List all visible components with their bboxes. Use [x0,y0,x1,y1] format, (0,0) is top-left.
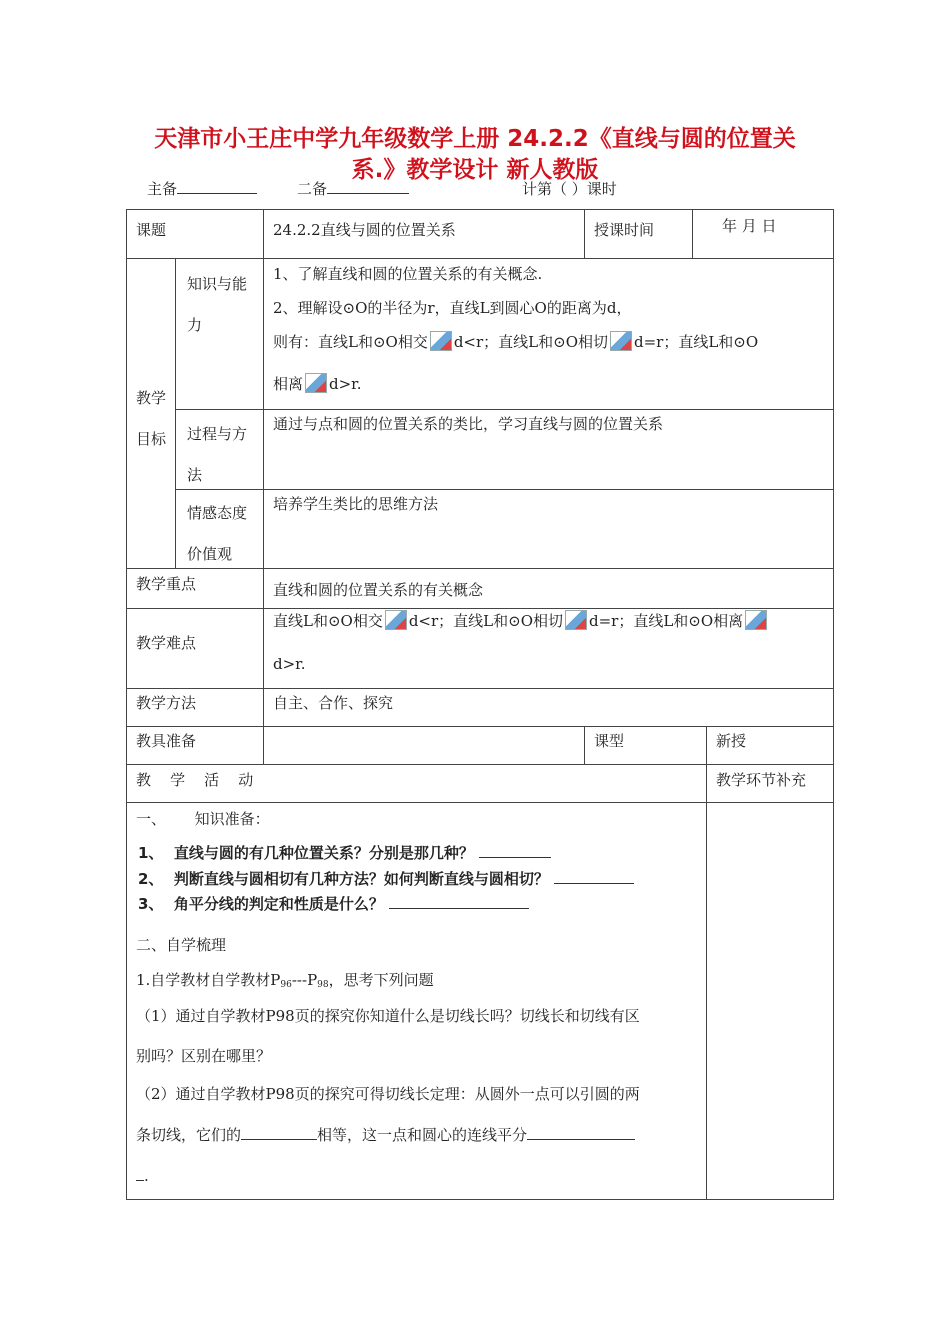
section-self-study: 二、自学梳理 [136,936,227,954]
self-study-question-1a: （1）通过自学教材P98页的探究你知道什么是切线长吗？切线长和切线有区 [136,1007,640,1025]
activity-header: 教 学 活 动 [136,771,254,789]
time-label: 授课时间 [594,221,655,239]
topic-value: 24.2.2直线与圆的位置关系 [273,221,456,239]
goal-knowledge-label: 知识与能力 [187,275,248,334]
difficulty-label: 教学难点 [136,634,197,652]
question-2: 2、 判断直线与圆相切有几种方法？如何判断直线与圆相切？ [138,869,634,889]
formula-image-icon [385,610,407,630]
meta-zhubei: 主备 [147,178,257,199]
formula-image-icon [305,373,327,393]
self-study-question-2c: . [136,1166,149,1186]
title-line-2: 系.》教学设计 新人教版 [351,157,599,183]
section-knowledge-prep: 一、 知识准备： [136,810,270,828]
time-value: 年 月 日 [722,217,777,235]
title-line-1: 天津市小王庄中学九年级数学上册 24.2.2《直线与圆的位置关 [154,126,796,152]
topic-label: 课题 [136,221,167,239]
goal-process-value: 通过与点和圆的位置关系的类比，学习直线与圆的位置关系 [273,415,664,433]
goal-process-label: 过程与方法 [187,425,248,484]
meta-erbei: 二备 [297,178,409,199]
document-title [120,124,830,186]
formula-image-icon [745,610,767,630]
goal-knowledge-line-1: 1、了解直线和圆的位置关系的有关概念. [273,265,543,283]
goal-knowledge-line-3: 则有：直线L和⊙O相交 d<r；直线L和⊙O相切 d=r；直线L和⊙O [273,333,759,351]
tools-label: 教具准备 [136,732,197,750]
goals-label: 教学目标 [136,389,167,448]
goal-emotion-label: 情感态度价值观 [187,504,248,563]
difficulty-line-1: 直线L和⊙O相交 d<r；直线L和⊙O相切 d=r；直线L和⊙O相离 [273,610,769,631]
type-value: 新授 [716,732,747,750]
supplement-header: 教学环节补充 [716,771,807,789]
question-3: 3、 角平分线的判定和性质是什么？ [138,894,529,914]
key-value: 直线和圆的位置关系的有关概念 [273,581,484,599]
formula-image-icon [430,331,452,351]
goal-emotion-value: 培养学生类比的思维方法 [273,495,439,513]
question-1: 1、 直线与圆的有几种位置关系？分别是那几种？ [138,843,551,863]
formula-image-icon [610,331,632,351]
type-label: 课型 [594,732,625,750]
self-study-question-2b: 条切线，它们的 相等，这一点和圆心的连线平分 [136,1125,635,1145]
self-study-item-1: 1.自学教材自学教材$P_{96}---P_{98}$，思考下列问题 [136,971,434,990]
method-label: 教学方法 [136,694,197,712]
self-study-question-1b: 别吗？区别在哪里？ [136,1047,272,1065]
meta-lesson-count: 计第（ ）课时 [522,180,617,198]
goal-knowledge-line-2: 2、理解设⊙O的半径为r，直线L到圆心O的距离为d， [273,299,632,317]
method-value: 自主、合作、探究 [273,694,394,712]
difficulty-line-2: d>r. [273,655,306,673]
self-study-question-2a: （2）通过自学教材P98页的探究可得切线长定理：从圆外一点可以引圆的两 [136,1085,640,1103]
formula-image-icon [565,610,587,630]
goal-knowledge-line-4: 相离 d>r. [273,375,362,393]
key-label: 教学重点 [136,575,197,593]
